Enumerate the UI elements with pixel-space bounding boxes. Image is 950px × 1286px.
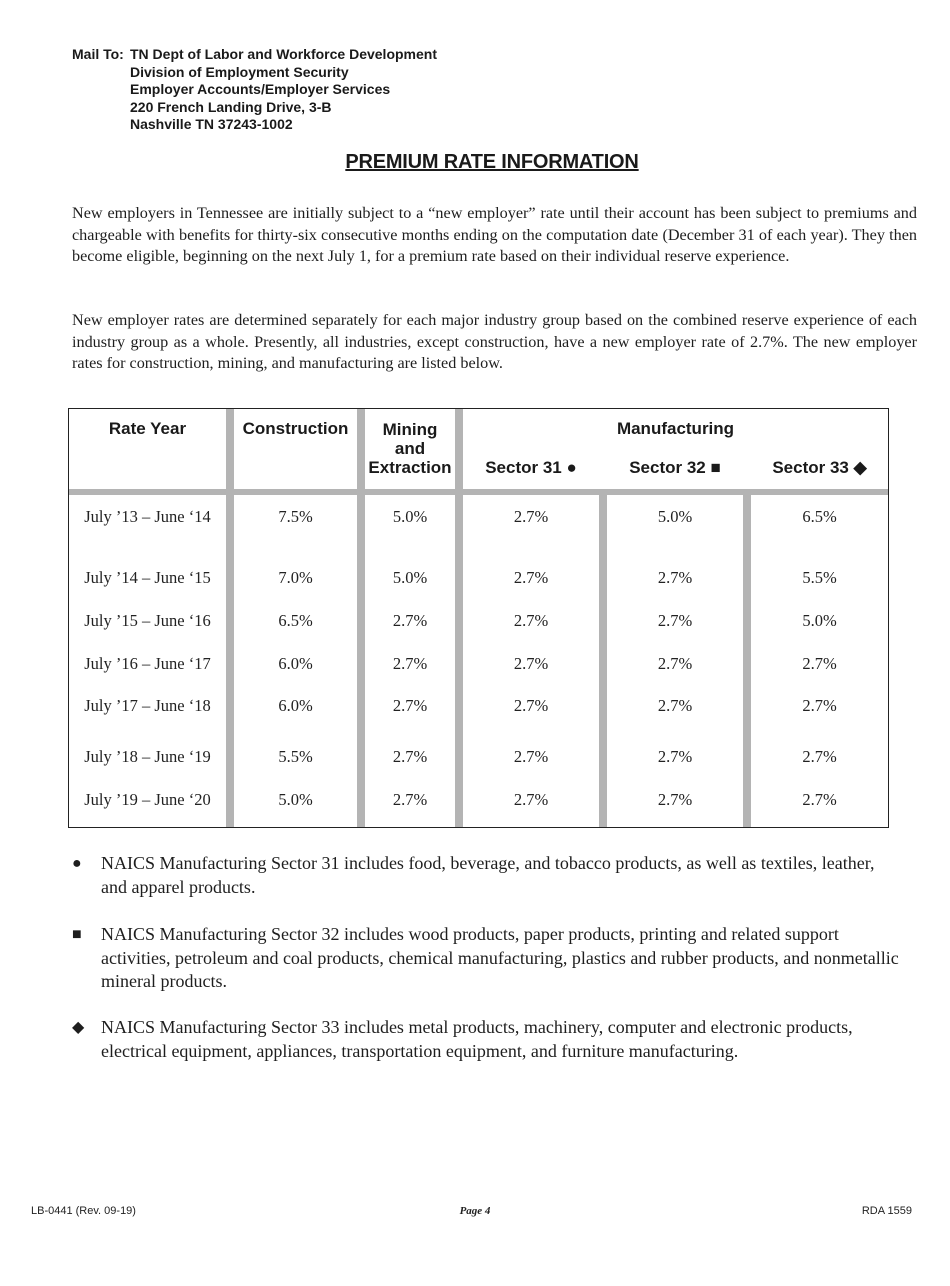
cell-sector-31: 2.7% xyxy=(513,696,549,715)
cell-construction: 5.5% xyxy=(278,747,313,766)
cell-construction: 6.0% xyxy=(278,696,313,715)
header-construction: Construction xyxy=(242,419,349,438)
address-line: TN Dept of Labor and Workforce Development xyxy=(130,46,437,62)
cell-rate-year: July ’15 – June ‘16 xyxy=(84,611,211,630)
page-title: PREMIUM RATE INFORMATION xyxy=(345,151,639,173)
rda-number: RDA 1559 xyxy=(861,1205,912,1217)
cell-rate-year: July ’17 – June ‘18 xyxy=(84,696,211,715)
cell-sector-33: 2.7% xyxy=(802,790,837,809)
cell-sector-33: 6.5% xyxy=(802,507,837,526)
cell-rate-year: July ’18 – June ‘19 xyxy=(84,747,211,766)
cell-construction: 6.5% xyxy=(278,611,313,630)
cell-sector-31: 2.7% xyxy=(513,507,549,526)
header-sector-33: Sector 33 ◆ xyxy=(772,458,867,477)
cell-rate-year: July ’16 – June ‘17 xyxy=(84,654,211,673)
mail-to-label: Mail To: xyxy=(72,46,124,62)
cell-sector-32: 2.7% xyxy=(657,568,693,587)
column-divider xyxy=(743,495,751,827)
cell-sector-31: 2.7% xyxy=(513,790,549,809)
cell-sector-32: 5.0% xyxy=(657,507,693,526)
circle-icon: ● xyxy=(72,855,82,872)
cell-construction: 5.0% xyxy=(278,790,313,809)
header-sector-31: Sector 31 ● xyxy=(485,458,577,477)
note-sector-33 xyxy=(72,1016,902,1063)
note-text: NAICS Manufacturing Sector 32 includes wood products, paper products, printing and related support activities, petroleum and coal products, chemical manufacturing, plastics and rubber products, and nonmetallic mineral products. xyxy=(101,924,899,991)
column-divider xyxy=(357,409,365,827)
cell-sector-32: 2.7% xyxy=(657,611,693,630)
cell-mining: 5.0% xyxy=(392,568,428,587)
cell-mining: 2.7% xyxy=(392,654,428,673)
cell-rate-year: July ’14 – June ‘15 xyxy=(84,568,211,587)
cell-mining: 2.7% xyxy=(392,611,428,630)
header-sector-32: Sector 32 ■ xyxy=(629,458,721,477)
note-sector-32 xyxy=(72,923,902,994)
cell-construction: 6.0% xyxy=(278,654,313,673)
header-rate-year: Rate Year xyxy=(108,419,187,438)
header-divider xyxy=(69,489,888,495)
page-number: Page 4 xyxy=(459,1205,491,1217)
cell-construction: 7.0% xyxy=(278,568,313,587)
cell-sector-32: 2.7% xyxy=(657,790,693,809)
cell-rate-year: July ’19 – June ‘20 xyxy=(84,790,211,809)
cell-sector-33: 2.7% xyxy=(802,696,837,715)
note-text: NAICS Manufacturing Sector 33 includes metal products, machinery, computer and electronic products, electrical equipment, appliances, transportation equipment, and furniture manufacturing. xyxy=(101,1017,853,1061)
column-divider xyxy=(455,409,463,827)
cell-sector-33: 2.7% xyxy=(802,747,837,766)
premium-rate-table xyxy=(68,408,889,828)
cell-rate-year: July ’13 – June ‘14 xyxy=(84,507,211,526)
intro-paragraph: New employers in Tennessee are initially subject to a “new employer” rate until their account has been subject to premiums and chargeable with benefits for thirty-six consecutive months ending on the computation date (December 31 of each year). They then become eligible, beginning on the next July 1, for a premium rate based on their individual reserve experience. xyxy=(72,204,917,265)
cell-sector-33: 5.0% xyxy=(802,611,837,630)
column-divider xyxy=(599,495,607,827)
form-number: LB-0441 (Rev. 09-19) xyxy=(31,1205,136,1217)
address-line: Nashville TN 37243-1002 xyxy=(130,116,293,133)
diamond-icon: ◆ xyxy=(72,1019,85,1036)
cell-sector-31: 2.7% xyxy=(513,568,549,587)
cell-sector-31: 2.7% xyxy=(513,654,549,673)
cell-sector-31: 2.7% xyxy=(513,747,549,766)
note-text: NAICS Manufacturing Sector 31 includes food, beverage, and tobacco products, as well as textiles, leather, and apparel products. xyxy=(101,853,875,897)
cell-mining: 5.0% xyxy=(392,507,428,526)
cell-sector-32: 2.7% xyxy=(657,696,693,715)
address-line: Division of Employment Security xyxy=(130,63,349,80)
note-sector-31 xyxy=(72,852,902,899)
header-manufacturing: Manufacturing xyxy=(616,419,735,438)
mail-to-block xyxy=(72,46,437,134)
cell-sector-31: 2.7% xyxy=(513,611,549,630)
cell-mining: 2.7% xyxy=(392,790,428,809)
cell-sector-33: 5.5% xyxy=(802,568,837,587)
address-line: Employer Accounts/Employer Services xyxy=(130,81,391,98)
cell-mining: 2.7% xyxy=(392,747,428,766)
column-divider xyxy=(226,409,234,827)
cell-construction: 7.5% xyxy=(278,507,313,526)
rates-paragraph: New employer rates are determined separately for each major industry group based on the combined reserve experience of each industry group as a whole. Presently, all industries, except construction, have a new employer rate of 2.7%. The new employer rates for construction, mining, and manufacturing are listed below. xyxy=(72,311,917,372)
address-line: 220 French Landing Drive, 3-B xyxy=(130,98,332,115)
square-icon: ■ xyxy=(72,926,82,943)
cell-sector-33: 2.7% xyxy=(802,654,837,673)
cell-sector-32: 2.7% xyxy=(657,747,693,766)
header-mining: Mining and Extraction xyxy=(368,420,452,477)
cell-sector-32: 2.7% xyxy=(657,654,693,673)
cell-mining: 2.7% xyxy=(392,696,428,715)
